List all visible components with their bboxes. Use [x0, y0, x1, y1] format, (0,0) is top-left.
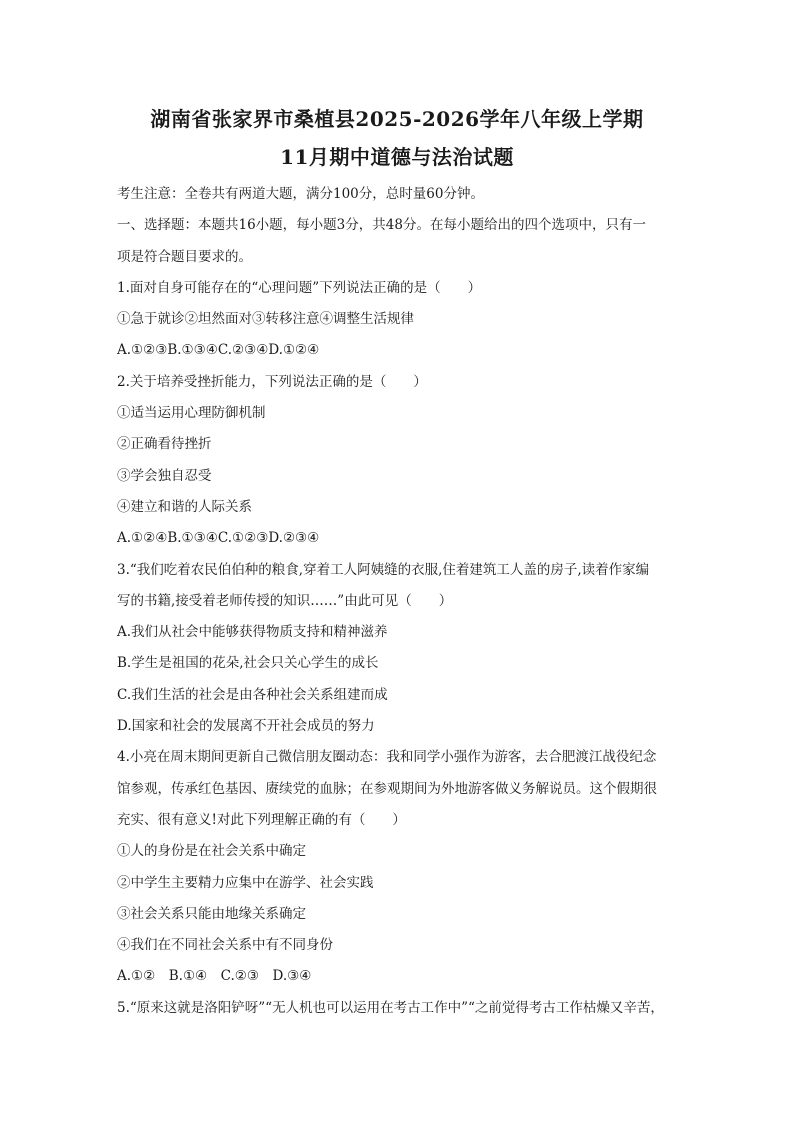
question-3-choice-c: C.我们生活的社会是由各种社会关系组建而成	[117, 686, 388, 703]
question-3-stem-line-1: 3.“我们吃着农民伯伯种的粮食,穿着工人阿姨缝的衣服,住着建筑工人盖的房子,读着作家编	[117, 561, 650, 578]
question-4-options: A.①② B.①④ C.②③ D.③④	[117, 968, 312, 985]
question-3-stem-line-2: 写的书籍,接受着老师传授的知识……”由此可见（ ）	[117, 592, 453, 609]
question-2-item-2: ②正确看待挫折	[117, 436, 212, 453]
question-4-item-4: ④我们在不同社会关系中有不同身份	[117, 937, 333, 954]
question-3-choice-a: A.我们从社会中能够获得物质支持和精神滋养	[117, 624, 388, 641]
question-1-stem: 1.面对自身可能存在的“心理问题”下列说法正确的是（ ）	[117, 279, 482, 296]
question-3-choice-b: B.学生是祖国的花朵,社会只关心学生的成长	[117, 655, 379, 672]
section-1-instructions-line-1: 一、选择题：本题共16小题，每小题3分，共48分。在每小题给出的四个选项中，只有一	[117, 217, 646, 234]
question-4-stem-line-1: 4.小亮在周末期间更新自己微信朋友圈动态：我和同学小强作为游客，去合肥渡江战役纪念	[117, 749, 657, 766]
question-4-item-2: ②中学生主要精力应集中在游学、社会实践	[117, 874, 374, 891]
question-4-item-3: ③社会关系只能由地缘关系确定	[117, 905, 306, 922]
question-4-item-1: ①人的身份是在社会关系中确定	[117, 843, 306, 860]
document-title-line-1: 湖南省张家界市桑植县2025-2026学年八年级上学期	[150, 107, 644, 131]
question-1-options: A.①②③B.①③④C.②③④D.①②④	[117, 342, 320, 359]
question-2-options: A.①②④B.①③④C.①②③D.②③④	[117, 530, 320, 547]
question-2-stem: 2.关于培养受挫折能力，下列说法正确的是（ ）	[117, 373, 427, 390]
question-2-item-4: ④建立和谐的人际关系	[117, 498, 252, 515]
question-2-item-1: ①适当运用心理防御机制	[117, 405, 266, 422]
question-5-stem-line-1: 5.“原来这就是洛阳铲呀”“无人机也可以运用在考古工作中”“之前觉得考古工作枯燥又辛苦，	[117, 999, 664, 1016]
question-2-item-3: ③学会独自忍受	[117, 467, 212, 484]
document-title-line-2: 11月期中道德与法治试题	[280, 145, 514, 169]
question-3-choice-d: D.国家和社会的发展离不开社会成员的努力	[117, 718, 375, 735]
question-4-stem-line-3: 充实、很有意义!对此下列理解正确的有（ ）	[117, 811, 406, 828]
exam-notice: 考生注意：全卷共有两道大题，满分100分，总时量60分钟。	[117, 186, 484, 202]
section-1-instructions-line-2: 项是符合题目要求的。	[117, 248, 252, 265]
question-4-stem-line-2: 馆参观，传承红色基因、赓续党的血脉；在参观期间为外地游客做义务解说员。这个假期很	[117, 780, 657, 797]
question-1-items: ①急于就诊②坦然面对③转移注意④调整生活规律	[117, 311, 414, 328]
